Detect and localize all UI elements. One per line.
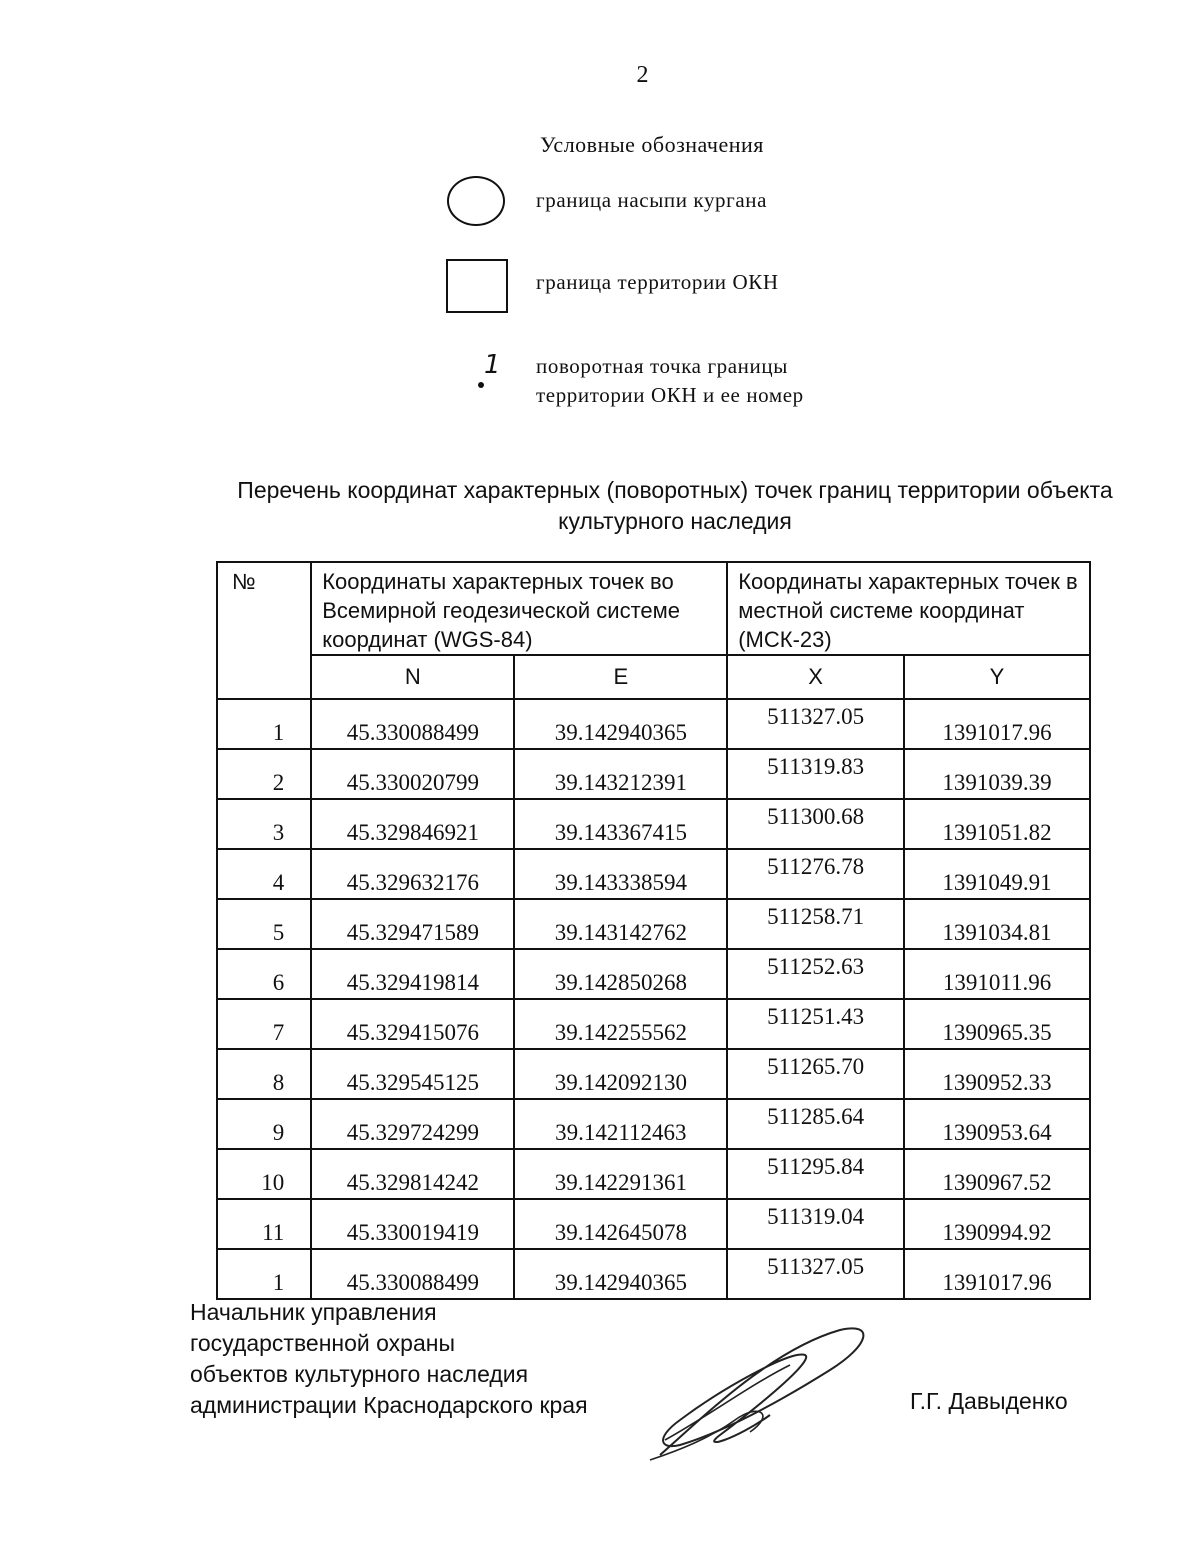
point-number-icon: 1 — [484, 350, 501, 380]
point-number-cell: 9 — [217, 1099, 311, 1149]
table-caption: Перечень координат характерных (поворотных) точек границ территории объекта культурного наследия — [237, 477, 1113, 534]
coord-n-cell: 45.329545125 — [311, 1049, 514, 1099]
coord-x-cell: 511319.83 — [727, 749, 904, 799]
point-number-cell: 7 — [217, 999, 311, 1049]
coord-x-cell: 511327.05 — [727, 699, 904, 749]
coord-n-cell: 45.329471589 — [311, 899, 514, 949]
header-e: E — [514, 655, 727, 699]
table-row — [217, 699, 1090, 749]
header-number: № — [217, 562, 311, 699]
signer-line: государственной охраны — [190, 1330, 455, 1356]
table-row — [217, 749, 1090, 799]
point-number-cell: 8 — [217, 1049, 311, 1099]
coord-y-cell: 1390967.52 — [904, 1149, 1090, 1199]
coord-x-cell: 511300.68 — [727, 799, 904, 849]
coord-e-cell: 39.142092130 — [514, 1049, 727, 1099]
coord-y-cell: 1391034.81 — [904, 899, 1090, 949]
coord-y-cell: 1390994.92 — [904, 1199, 1090, 1249]
square-icon — [446, 259, 508, 313]
point-number-cell: 1 — [217, 699, 311, 749]
coord-n-cell: 45.329814242 — [311, 1149, 514, 1199]
point-dot-icon — [478, 382, 484, 388]
point-number-cell: 11 — [217, 1199, 311, 1249]
header-x: X — [727, 655, 904, 699]
coord-e-cell: 39.143212391 — [514, 749, 727, 799]
coord-x-cell: 511319.04 — [727, 1199, 904, 1249]
legend-label-point: поворотная точка границы территории ОКН и ее номер — [536, 354, 804, 407]
table-row — [217, 849, 1090, 899]
coord-y-cell: 1391049.91 — [904, 849, 1090, 899]
point-number-cell: 10 — [217, 1149, 311, 1199]
coord-e-cell: 39.143142762 — [514, 899, 727, 949]
coordinates-table — [216, 561, 1091, 1300]
table-row — [217, 1149, 1090, 1199]
coord-x-cell: 511327.05 — [727, 1249, 904, 1299]
coord-n-cell: 45.330088499 — [311, 699, 514, 749]
table-row — [217, 1249, 1090, 1299]
coord-e-cell: 39.143367415 — [514, 799, 727, 849]
coord-y-cell: 1390965.35 — [904, 999, 1090, 1049]
point-number-cell: 4 — [217, 849, 311, 899]
table-row — [217, 1199, 1090, 1249]
coord-y-cell: 1391039.39 — [904, 749, 1090, 799]
signer-line: объектов культурного наследия — [190, 1361, 529, 1387]
coord-n-cell: 45.329415076 — [311, 999, 514, 1049]
coord-e-cell: 39.142940365 — [514, 1249, 727, 1299]
coord-e-cell: 39.142645078 — [514, 1199, 727, 1249]
table-row — [217, 1099, 1090, 1149]
coord-y-cell: 1390953.64 — [904, 1099, 1090, 1149]
point-number-cell: 1 — [217, 1249, 311, 1299]
coord-x-cell: 511265.70 — [727, 1049, 904, 1099]
coord-x-cell: 511285.64 — [727, 1099, 904, 1149]
legend-label-territory: граница территории ОКН — [536, 270, 779, 294]
header-n: N — [311, 655, 514, 699]
coord-y-cell: 1391017.96 — [904, 1249, 1090, 1299]
coord-e-cell: 39.142850268 — [514, 949, 727, 999]
coord-e-cell: 39.142940365 — [514, 699, 727, 749]
coord-n-cell: 45.329846921 — [311, 799, 514, 849]
coord-y-cell: 1391051.82 — [904, 799, 1090, 849]
header-y: Y — [904, 655, 1090, 699]
table-body — [217, 699, 1090, 1299]
coord-n-cell: 45.329724299 — [311, 1099, 514, 1149]
legend-title: Условные обозначения — [540, 132, 764, 157]
coord-n-cell: 45.330088499 — [311, 1249, 514, 1299]
coord-e-cell: 39.142255562 — [514, 999, 727, 1049]
coord-y-cell: 1390952.33 — [904, 1049, 1090, 1099]
table-row — [217, 1049, 1090, 1099]
table-row — [217, 999, 1090, 1049]
circle-icon — [447, 176, 505, 226]
point-number-cell: 3 — [217, 799, 311, 849]
coord-x-cell: 511258.71 — [727, 899, 904, 949]
coord-n-cell: 45.330020799 — [311, 749, 514, 799]
coord-y-cell: 1391011.96 — [904, 949, 1090, 999]
table-row — [217, 899, 1090, 949]
signer-line: Начальник управления — [190, 1299, 437, 1325]
coord-n-cell: 45.330019419 — [311, 1199, 514, 1249]
header-wgs84: Координаты характерных точек во Всемирной геодезической системе координат (WGS-84) — [311, 562, 727, 655]
point-number-cell: 5 — [217, 899, 311, 949]
legend-label-mound: граница насыпи кургана — [536, 188, 768, 212]
signer-title — [190, 1297, 588, 1421]
header-msk23: Координаты характерных точек в местной системе координат (МСК-23) — [727, 562, 1090, 655]
signer-name: Г.Г. Давыденко — [910, 1388, 1068, 1414]
signer-line: администрации Краснодарского края — [190, 1392, 588, 1418]
coord-e-cell: 39.143338594 — [514, 849, 727, 899]
coord-y-cell: 1391017.96 — [904, 699, 1090, 749]
point-number-cell: 6 — [217, 949, 311, 999]
handwritten-signature — [640, 1320, 880, 1470]
coord-e-cell: 39.142291361 — [514, 1149, 727, 1199]
coord-x-cell: 511251.43 — [727, 999, 904, 1049]
point-number-cell: 2 — [217, 749, 311, 799]
coord-x-cell: 511276.78 — [727, 849, 904, 899]
coord-x-cell: 511252.63 — [727, 949, 904, 999]
coord-n-cell: 45.329419814 — [311, 949, 514, 999]
page-number: 2 — [636, 62, 649, 88]
coord-n-cell: 45.329632176 — [311, 849, 514, 899]
table-row — [217, 949, 1090, 999]
coord-x-cell: 511295.84 — [727, 1149, 904, 1199]
table-row — [217, 799, 1090, 849]
coord-e-cell: 39.142112463 — [514, 1099, 727, 1149]
